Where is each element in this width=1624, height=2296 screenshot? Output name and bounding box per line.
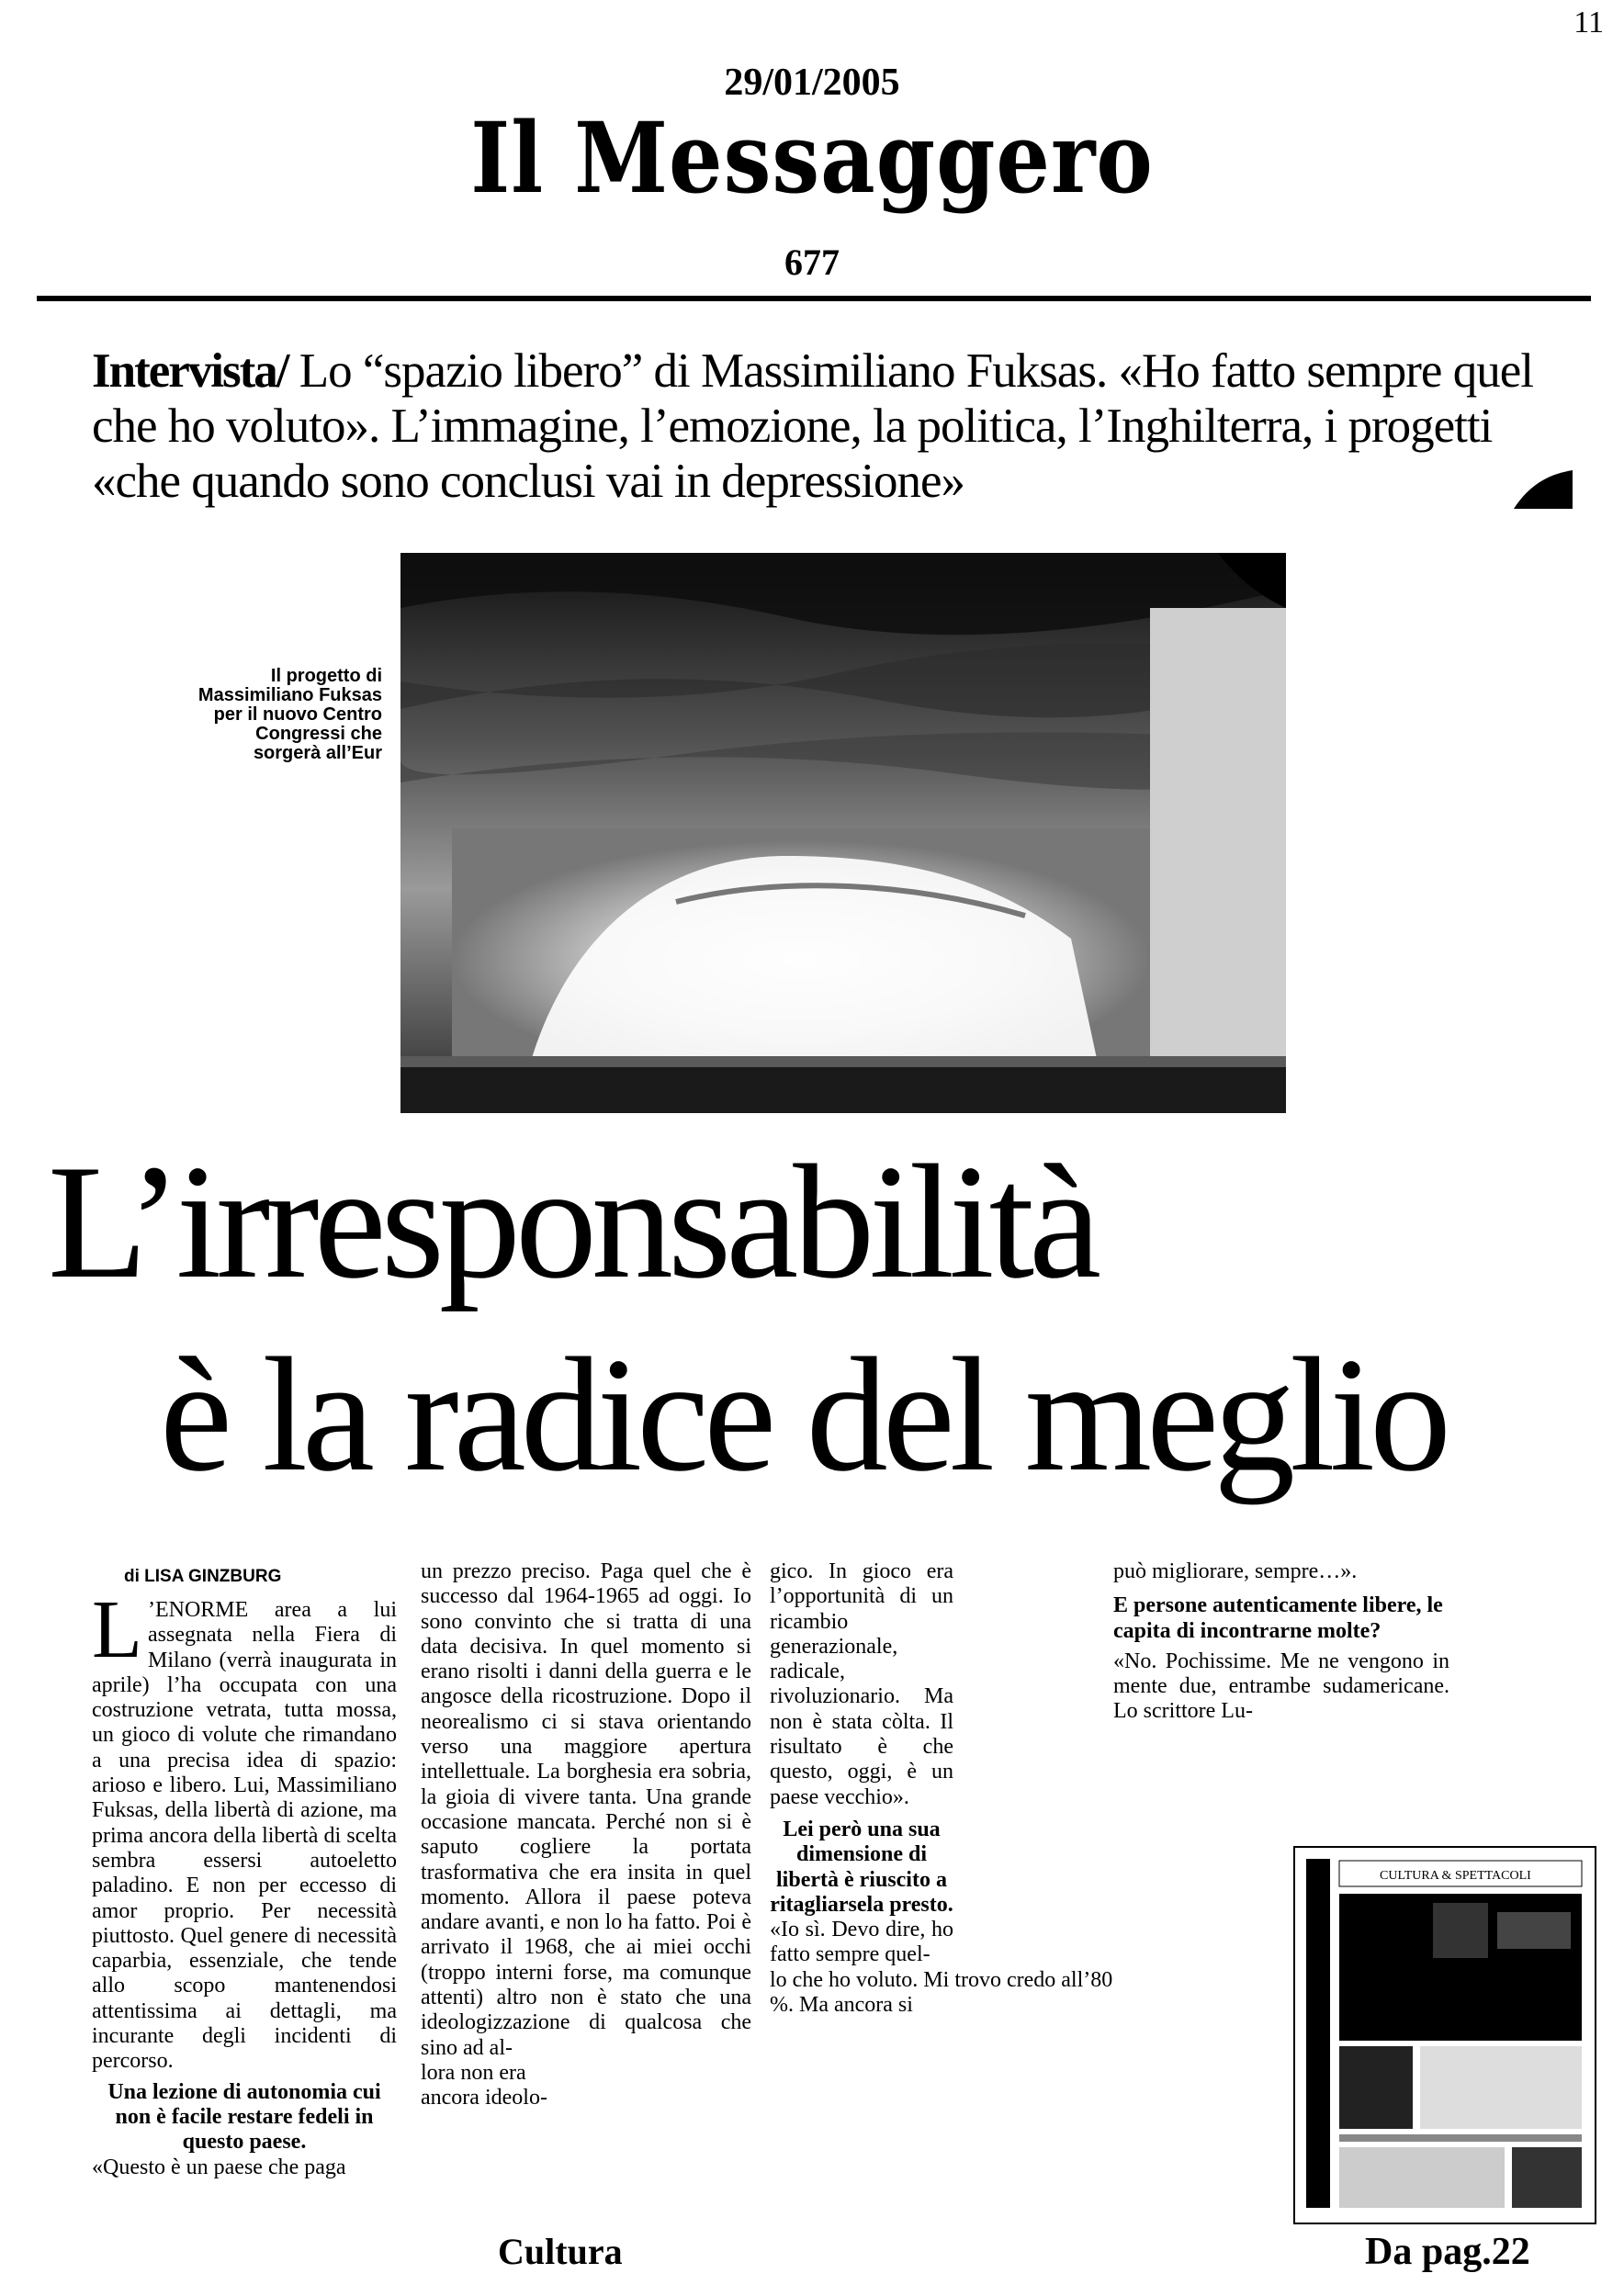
section-page-thumbnail: [1293, 1846, 1596, 2224]
column-1-text: ’ENORME area a lui assegnata nella Fiera di Milano (verrà inaugurata in aprile) l’ha occupata con una costruzione vetrata, tutta mossa, un gioco di volute che rimandano a una precisa idea di spazio: arioso e libero. Lui, Massimiliano Fuksas, della libertà di azione, ma prima ancora della libertà di scelta sembra essersi autoeletto paladino. E non per eccesso di amor proprio. Per necessità piuttosto. Quel genere di necessità caparbia, essenziale, che tende allo scopo mantenendosi attentissima ai dettagli, ma incurante degli incidenti di percorso.: [92, 1598, 397, 2074]
column-3-text: gico. In gioco era l’opportunità di un ricambio generazionale, radicale, rivoluzionario. Ma non è stata còlta. Il risultato è che questo, oggi, è un paese vecchio».: [770, 1559, 953, 1809]
byline: di LISA GINZBURG: [124, 1567, 282, 1586]
interview-question: Lei però una sua dimensione di libertà è riuscito a ritagliarsela presto.: [770, 1817, 953, 1917]
kicker-label: Intervista/: [92, 344, 288, 398]
drop-cap: L: [92, 1584, 142, 1675]
interview-answer: «No. Pochissime. Me ne vengono in mente due, entrambe sudamericane. Lo scrittore Lu-: [1113, 1649, 1449, 1724]
interview-question: Una lezione di autonomia cui non è facile restare fedeli in questo paese.: [107, 2079, 381, 2155]
column-4-text: può migliorare, sempre…».: [1113, 1559, 1358, 1583]
kicker-text: Lo “spazio libero” di Massimiliano Fuksas. «Ho fatto sempre quel che ho voluto». L’immagine, l’emozione, la politica, l’Inghilterra, i progetti «che quando sono conclusi vai in depressione»: [92, 344, 1533, 508]
article-kicker: [92, 343, 1571, 509]
thumbnail-section-title: CULTURA & SPETTACOLI: [1380, 1869, 1531, 1883]
headline-line-2: è la radice del meglio: [160, 1323, 1447, 1505]
footer-section-label: Cultura: [498, 2231, 623, 2272]
congress-center-photo: [400, 553, 1286, 1113]
kicker-wedge-icon: [1514, 470, 1573, 509]
column-3-wide-text: lo che ho voluto. Mi trovo credo all’80 %. Ma ancora si: [770, 1967, 1113, 2018]
footer-page-reference: Da pag.22: [1365, 2231, 1530, 2273]
headline-line-1: L’irresponsabilità: [48, 1131, 1097, 1312]
photo-caption: Il progetto di Massimiliano Fuksas per il nuovo Centro Congressi che sorgerà all’Eur: [197, 666, 382, 763]
article-column-4: [1113, 1559, 1449, 1725]
interview-answer: «Questo è un paese che paga: [92, 2155, 346, 2179]
column-2-text: un prezzo preciso. Paga quel che è successo dal 1964-1965 ad oggi. Io sono convinto che si tratta di una data decisiva. In quel momento si erano risolti i danni della guerra e le angosce della ricostruzione. Dopo il neorealismo ci si stava orientando verso una maggiore apertura intellettuale. La borghesia era sobria, la gioia di vivere tanta. Una grande occasione mancata. Perché non si è saputo cogliere la portata trasformativa che era insita in quel momento. Allora il paese poteva andare avanti, e non lo ha fatto. Poi è arrivato il 1968, che ai miei occhi (troppo interni forse, ma comunque attenti) altro non è stato che una ideologizzazione di qualcosa che sino ad al-: [421, 1559, 751, 2060]
publication-date: 29/01/2005: [724, 62, 900, 104]
issue-code: 677: [784, 242, 840, 283]
article-column-1: [92, 1584, 397, 2180]
article-column-2: [421, 1559, 751, 2111]
interview-question: E persone autenticamente libere, le capita di incontrarne molte?: [1113, 1593, 1443, 1643]
article-column-3: [770, 1559, 1113, 2018]
newspaper-masthead: Il Messaggero: [470, 100, 1154, 216]
page-number: 11: [1573, 6, 1604, 39]
header-rule: [37, 296, 1591, 301]
interview-answer: «Io sì. Devo dire, ho fatto sempre quel-: [770, 1918, 953, 1967]
column-2-tail: lora non era ancora ideolo-: [421, 2060, 547, 2110]
